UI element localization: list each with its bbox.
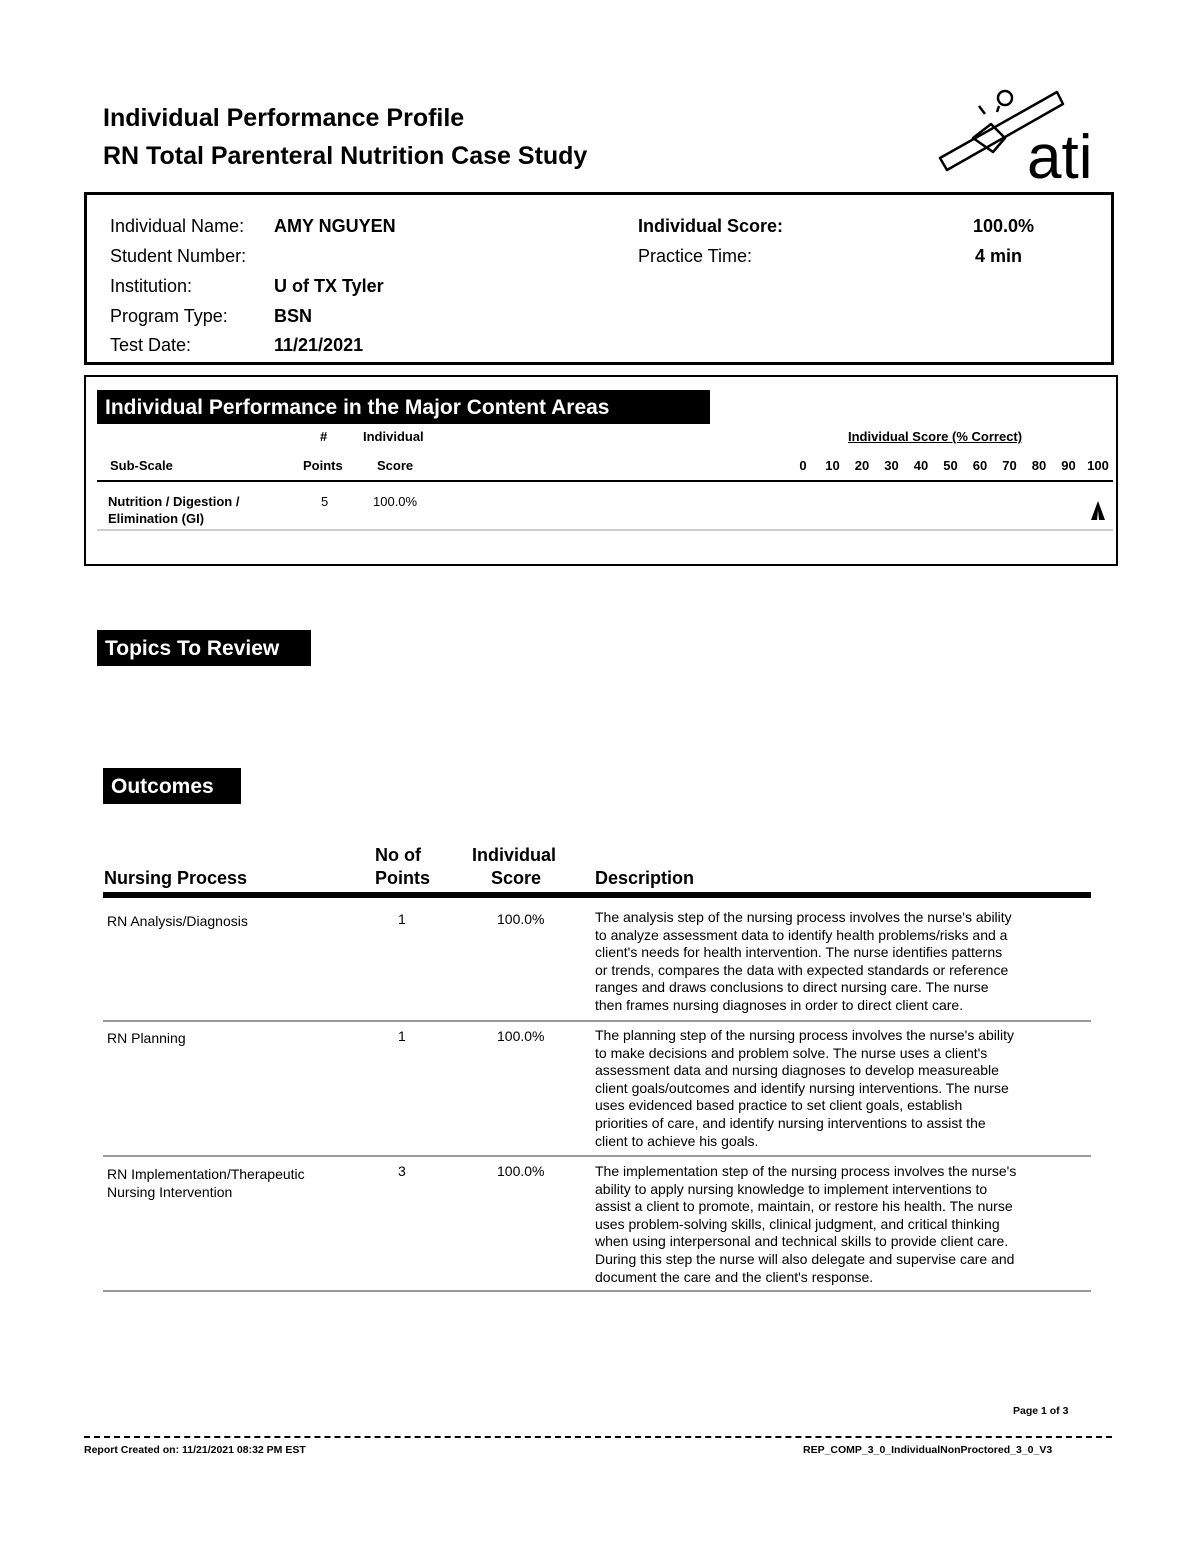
- description-line: client's needs for health intervention. The nurse identifies patterns: [595, 944, 1003, 961]
- scale-tick-label: 90: [1061, 458, 1076, 473]
- description-line: assessment data and nursing diagnoses to develop measureable: [595, 1062, 999, 1079]
- practice-time-value: 4 min: [975, 246, 1023, 266]
- major-header-rule: [97, 480, 1113, 482]
- individual-score-label: Individual Score:: [638, 216, 784, 236]
- topics-heading: Topics To Review: [97, 630, 311, 666]
- name-value: AMY NGUYEN: [274, 216, 396, 236]
- description-line: priorities of care, and identify nursing interventions to assist the: [595, 1114, 986, 1131]
- col-hash-header: #: [320, 429, 328, 444]
- outcomes-col-description: Description: [595, 868, 695, 888]
- outcome-row-rule: [103, 1155, 1091, 1157]
- outcome-process: RN Planning: [107, 1030, 186, 1046]
- outcome-description: [595, 1027, 1075, 1150]
- report-code: REP_COMP_3_0_IndividualNonProctored_3_0_V3: [803, 1444, 1053, 1456]
- institution-value: U of TX Tyler: [274, 276, 384, 296]
- scale-tick-label: 100: [1087, 458, 1109, 473]
- description-line: to make decisions and problem solve. The nurse uses a client's: [595, 1044, 988, 1061]
- col-individual-header: Individual: [363, 429, 424, 444]
- program-type-value: BSN: [274, 306, 313, 326]
- program-type-label: Program Type:: [110, 306, 228, 326]
- score-marker-icon: [1090, 500, 1106, 522]
- outcomes-col-process: Nursing Process: [104, 868, 248, 888]
- description-line: or trends, compares the data with expected standards or reference: [595, 961, 1009, 978]
- outcomes-header-rule: [103, 892, 1091, 898]
- scale-tick-label: 40: [913, 458, 929, 473]
- outcomes-col-points-line1: No of: [375, 845, 421, 865]
- subscale-name: [108, 493, 239, 527]
- outcome-row-rule: [103, 1020, 1091, 1022]
- subscale-score: 100.0%: [373, 494, 418, 509]
- subscale-name-line2: Elimination (GI): [108, 511, 205, 526]
- scale-tick-label: 0: [799, 458, 807, 473]
- outcome-points: 1: [398, 911, 406, 927]
- outcome-process: RN Analysis/Diagnosis: [107, 913, 248, 929]
- description-line: The analysis step of the nursing process involves the nurse's ability: [595, 909, 1012, 925]
- footer-divider: [84, 1436, 1112, 1438]
- outcome-score: 100.0%: [497, 1028, 545, 1044]
- description-line: The planning step of the nursing process involves the nurse's ability: [595, 1027, 1015, 1043]
- name-label: Individual Name:: [110, 216, 245, 236]
- outcome-description: [595, 909, 1075, 1015]
- col-score-header: Score: [377, 458, 414, 473]
- outcomes-heading: Outcomes: [103, 768, 241, 804]
- institution-label: Institution:: [110, 276, 193, 296]
- student-number-label: Student Number:: [110, 246, 247, 266]
- scale-tick-label: 20: [854, 458, 870, 473]
- description-line: The implementation step of the nursing process involves the nurse's: [595, 1163, 1017, 1179]
- ati-logo: [935, 86, 1105, 186]
- description-line: During this step the nurse will also delegate and supervise care and: [595, 1250, 1015, 1267]
- score-scale-title: Individual Score (% Correct): [848, 429, 1023, 444]
- page-subtitle: RN Total Parenteral Nutrition Case Study: [103, 142, 588, 170]
- description-line: document the care and the client's response.: [595, 1268, 874, 1285]
- subscale-points: 5: [321, 494, 329, 509]
- outcome-row-rule: [103, 1290, 1091, 1292]
- test-date-label: Test Date:: [110, 335, 192, 355]
- outcome-points: 3: [398, 1163, 406, 1179]
- description-line: ranges and draws conclusions to direct nursing care. The nurse: [595, 979, 989, 996]
- description-line: uses problem-solving skills, clinical judgment, and critical thinking: [595, 1215, 1000, 1232]
- description-line: client goals/outcomes and identify nursing interventions. The nurse: [595, 1079, 1009, 1096]
- individual-score-value: 100.0%: [973, 216, 1035, 236]
- scale-tick-label: 80: [1031, 458, 1047, 473]
- description-line: assist a client to promote, maintain, or restore his health. The nurse: [595, 1198, 1013, 1215]
- outcomes-col-score-line2: Score: [491, 868, 542, 888]
- col-points-header: Points: [303, 458, 343, 473]
- major-row-rule: [97, 529, 1113, 531]
- page-number: Page 1 of 3: [1013, 1405, 1069, 1417]
- outcome-score: 100.0%: [497, 911, 545, 927]
- subscale-name-line1: Nutrition / Digestion /: [108, 494, 240, 509]
- outcome-description: [595, 1163, 1075, 1286]
- description-line: to analyze assessment data to identify health problems/risks and a: [595, 926, 1008, 943]
- logo-text: ati: [1027, 123, 1093, 186]
- outcome-process-line2: Nursing Intervention: [107, 1184, 233, 1200]
- scale-tick-label: 30: [884, 458, 899, 473]
- outcome-process: [107, 1165, 305, 1201]
- page-title: Individual Performance Profile: [103, 104, 465, 132]
- description-line: uses evidenced based practice to set client goals, establish: [595, 1097, 963, 1114]
- outcomes-col-points-line2: Points: [375, 868, 431, 888]
- col-subscale-header: Sub-Scale: [110, 458, 173, 473]
- practice-time-label: Practice Time:: [638, 246, 753, 266]
- report-created: Report Created on: 11/21/2021 08:32 PM EST: [84, 1444, 306, 1456]
- description-line: then frames nursing diagnoses in order to direct client care.: [595, 996, 964, 1013]
- description-line: when using interpersonal and technical skills to provide client care.: [595, 1233, 1009, 1250]
- outcome-score: 100.0%: [497, 1163, 545, 1179]
- description-line: ability to apply nursing knowledge to implement interventions to: [595, 1180, 988, 1197]
- outcome-points: 1: [398, 1028, 406, 1044]
- outcome-process-line1: RN Implementation/Therapeutic: [107, 1166, 305, 1182]
- scale-tick-label: 60: [972, 458, 988, 473]
- description-line: client to achieve his goals.: [595, 1132, 759, 1149]
- major-content-heading: Individual Performance in the Major Content Areas: [97, 390, 710, 424]
- outcomes-col-score-line1: Individual: [472, 845, 557, 865]
- test-date-value: 11/21/2021: [274, 335, 364, 355]
- scale-tick-label: 10: [825, 458, 840, 473]
- scale-tick-label: 70: [1002, 458, 1017, 473]
- scale-tick-label: 50: [943, 458, 958, 473]
